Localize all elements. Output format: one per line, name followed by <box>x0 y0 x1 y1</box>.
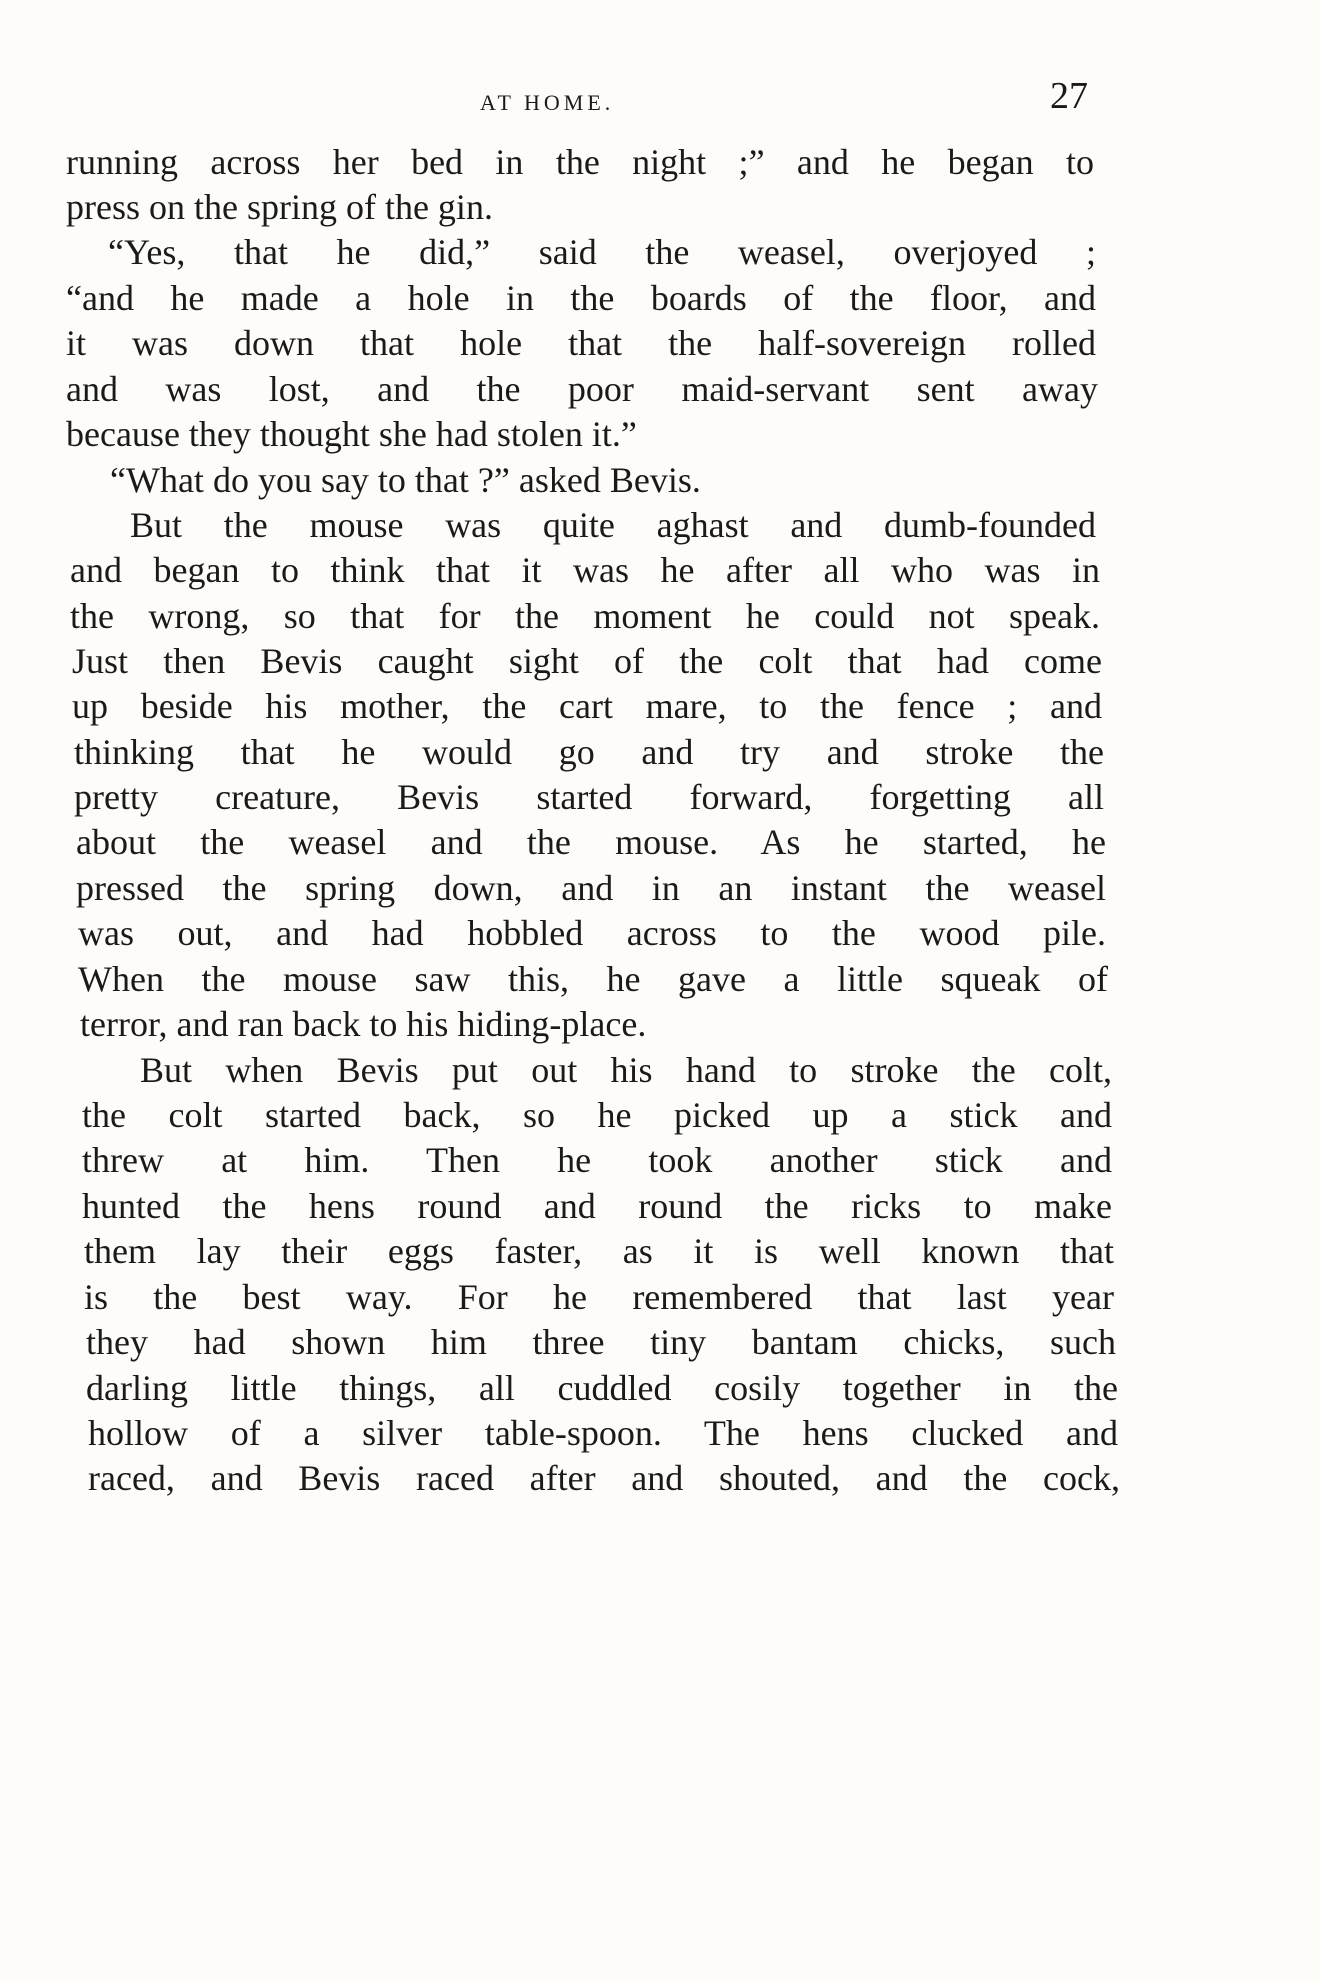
text-line: the wrong, so that for the moment he could not speak. <box>70 596 1100 636</box>
text-line: raced, and Bevis raced after and shouted, and the cock, <box>88 1458 1120 1498</box>
text-line: running across her bed in the night ;” and he began to <box>66 142 1094 182</box>
page-number: 27 <box>1050 75 1088 117</box>
text-line: “and he made a hole in the boards of the floor, and <box>66 278 1096 318</box>
text-line: the colt started back, so he picked up a stick and <box>82 1095 1112 1135</box>
text-line: they had shown him three tiny bantam chicks, such <box>86 1322 1116 1362</box>
text-line: But when Bevis put out his hand to stroke the colt, <box>140 1050 1112 1090</box>
text-line: “What do you say to that ?” asked Bevis. <box>110 460 701 500</box>
running-title: AT HOME. <box>480 90 615 115</box>
text-line: hunted the hens round and round the ricks to make <box>82 1186 1112 1226</box>
text-line: terror, and ran back to his hiding-place. <box>80 1004 647 1044</box>
text-line: But the mouse was quite aghast and dumb-founded <box>130 505 1096 545</box>
text-line: pressed the spring down, and in an instant the weasel <box>76 868 1106 908</box>
text-line: threw at him. Then he took another stick and <box>82 1140 1112 1180</box>
text-line: hollow of a silver table-spoon. The hens clucked and <box>88 1413 1118 1453</box>
text-line: about the weasel and the mouse. As he started, he <box>76 822 1106 862</box>
text-line: is the best way. For he remembered that last year <box>84 1277 1114 1317</box>
text-line: darling little things, all cuddled cosily together in the <box>86 1368 1118 1408</box>
text-line: “Yes, that he did,” said the weasel, overjoyed ; <box>108 232 1096 272</box>
text-line: Just then Bevis caught sight of the colt that had come <box>72 641 1102 681</box>
text-line: and began to think that it was he after all who was in <box>70 550 1100 590</box>
text-line: and was lost, and the poor maid-servant sent away <box>66 369 1098 409</box>
text-line: When the mouse saw this, he gave a little squeak of <box>78 959 1108 999</box>
text-line: thinking that he would go and try and stroke the <box>74 732 1104 772</box>
text-line: press on the spring of the gin. <box>66 187 493 227</box>
text-line: it was down that hole that the half-sovereign rolled <box>66 323 1096 363</box>
text-line: was out, and had hobbled across to the wood pile. <box>78 913 1106 953</box>
text-line: up beside his mother, the cart mare, to the fence ; and <box>72 686 1102 726</box>
text-line: because they thought she had stolen it.” <box>66 414 637 454</box>
text-line: them lay their eggs faster, as it is well known that <box>84 1231 1114 1271</box>
text-line: pretty creature, Bevis started forward, forgetting all <box>74 777 1104 817</box>
